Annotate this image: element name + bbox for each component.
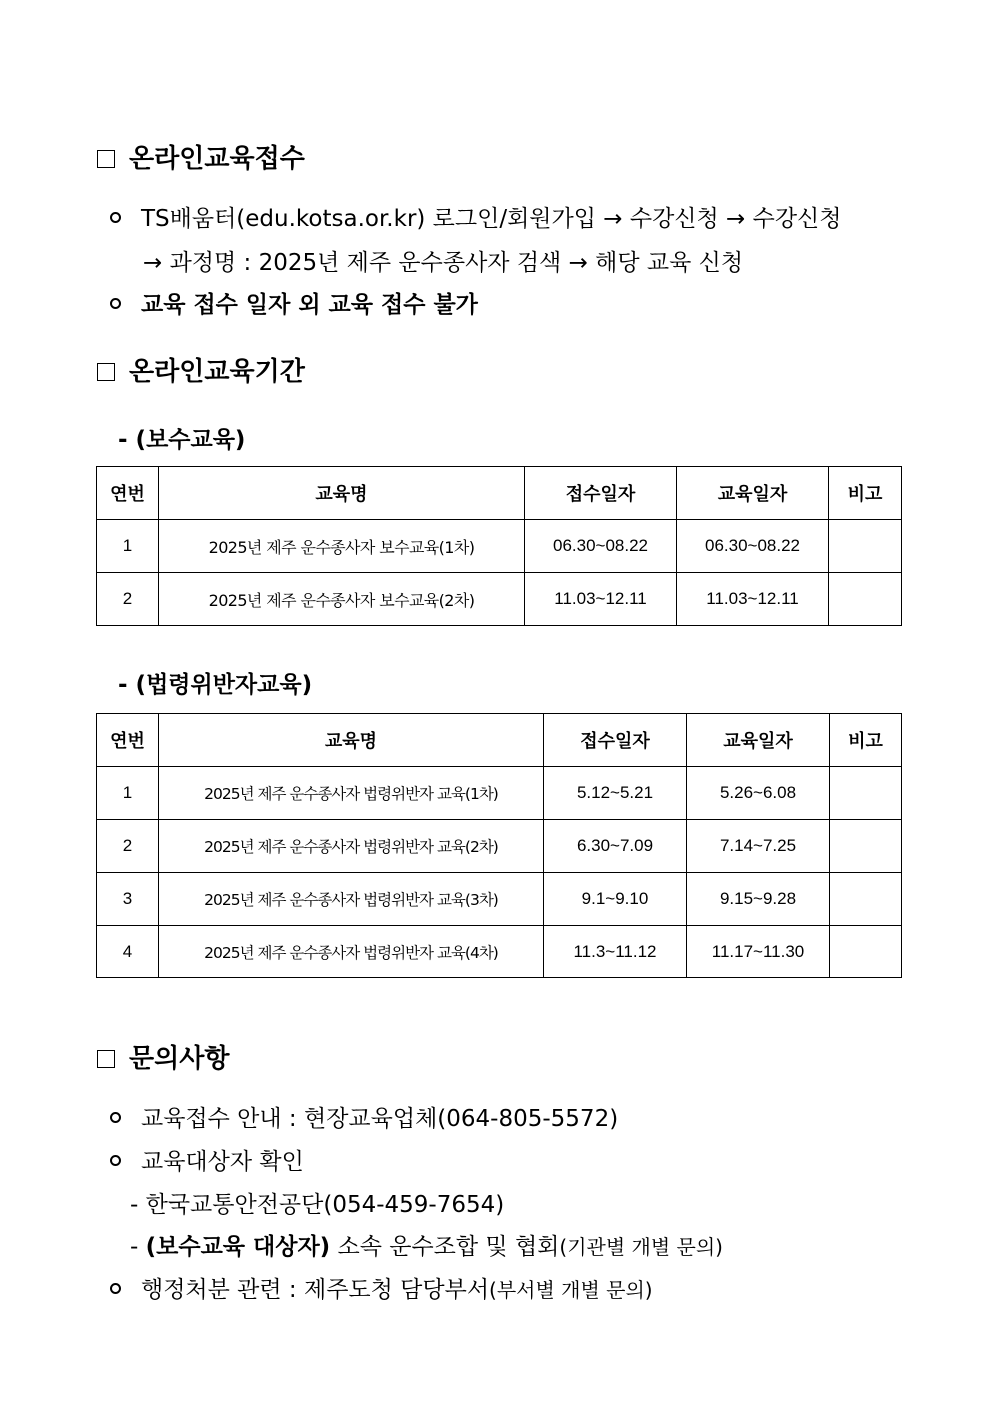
cell-name: 2025년 제주 운수종사자 보수교육(2차) bbox=[159, 573, 525, 626]
inquiry-registration: 교육접수 안내 : 현장교육업체(064-805-5572) bbox=[141, 1106, 619, 1132]
header-no: 연번 bbox=[97, 467, 159, 520]
section-heading-online-period bbox=[97, 351, 305, 388]
cell-education-date: 11.03~12.11 bbox=[677, 573, 829, 626]
header-education-date: 교육일자 bbox=[677, 467, 829, 520]
inquiry-administrative-note: (부서별 개별 문의) bbox=[489, 1278, 653, 1302]
cell-note bbox=[830, 873, 902, 926]
section-heading-inquiries bbox=[97, 1038, 229, 1075]
cell-name: 2025년 제주 운수종사자 법령위반자 교육(2차) bbox=[159, 820, 544, 873]
cell-no: 4 bbox=[97, 926, 159, 978]
cell-education-date: 9.15~9.28 bbox=[687, 873, 830, 926]
subsection-refresher-education: - (보수교육) bbox=[118, 427, 246, 453]
cell-registration-date: 11.03~12.11 bbox=[525, 573, 677, 626]
cell-registration-date: 6.30~7.09 bbox=[544, 820, 687, 873]
header-registration-date: 접수일자 bbox=[525, 467, 677, 520]
square-bullet-icon bbox=[97, 363, 115, 381]
header-education-date: 교육일자 bbox=[687, 714, 830, 767]
header-registration-date: 접수일자 bbox=[544, 714, 687, 767]
cell-note bbox=[830, 926, 902, 978]
table-row bbox=[97, 767, 902, 820]
cell-registration-date: 06.30~08.22 bbox=[525, 520, 677, 573]
header-note: 비고 bbox=[830, 714, 902, 767]
subsection-violator-education: - (법령위반자교육) bbox=[118, 672, 313, 698]
section-title: 온라인교육기간 bbox=[129, 357, 305, 387]
cell-education-date: 5.26~6.08 bbox=[687, 767, 830, 820]
circle-bullet-icon bbox=[110, 1155, 121, 1166]
registration-notice: 교육 접수 일자 외 교육 접수 불가 bbox=[141, 292, 478, 318]
table-row bbox=[97, 573, 902, 626]
header-no: 연번 bbox=[97, 714, 159, 767]
cell-no: 3 bbox=[97, 873, 159, 926]
violator-education-table bbox=[96, 713, 902, 978]
cell-education-date: 06.30~08.22 bbox=[677, 520, 829, 573]
header-note: 비고 bbox=[829, 467, 902, 520]
inquiry-kotsa: - 한국교통안전공단(054-459-7654) bbox=[130, 1192, 505, 1218]
inquiry-target-check: 교육대상자 확인 bbox=[141, 1149, 304, 1175]
refresher-education-table bbox=[96, 466, 902, 626]
circle-bullet-icon bbox=[110, 1283, 121, 1294]
cell-no: 2 bbox=[97, 573, 159, 626]
inquiry-association-line bbox=[130, 1228, 723, 1261]
header-name: 교육명 bbox=[159, 714, 544, 767]
cell-registration-date: 11.3~11.12 bbox=[544, 926, 687, 978]
cell-education-date: 7.14~7.25 bbox=[687, 820, 830, 873]
bullet-line bbox=[110, 1143, 304, 1176]
table-row bbox=[97, 873, 902, 926]
cell-name: 2025년 제주 운수종사자 법령위반자 교육(1차) bbox=[159, 767, 544, 820]
cell-name: 2025년 제주 운수종사자 보수교육(1차) bbox=[159, 520, 525, 573]
cell-note bbox=[830, 767, 902, 820]
inquiry-administrative: 행정처분 관련 : 제주도청 담당부서 bbox=[141, 1277, 490, 1303]
cell-name: 2025년 제주 운수종사자 법령위반자 교육(4차) bbox=[159, 926, 544, 978]
dash: - bbox=[130, 1234, 146, 1260]
bullet-line bbox=[110, 286, 478, 319]
cell-note bbox=[829, 520, 902, 573]
cell-no: 2 bbox=[97, 820, 159, 873]
table-row bbox=[97, 820, 902, 873]
cell-registration-date: 5.12~5.21 bbox=[544, 767, 687, 820]
header-name: 교육명 bbox=[159, 467, 525, 520]
table-row bbox=[97, 520, 902, 573]
cell-note bbox=[830, 820, 902, 873]
bullet-line-continued bbox=[143, 244, 743, 277]
section-title: 온라인교육접수 bbox=[129, 144, 305, 174]
circle-bullet-icon bbox=[110, 212, 121, 223]
section-heading-online-registration bbox=[97, 138, 305, 175]
bullet-line bbox=[110, 1271, 653, 1304]
registration-steps: TS배움터(edu.kotsa.or.kr) 로그인/회원가입 → 수강신청 → 수강신청 bbox=[141, 206, 842, 232]
circle-bullet-icon bbox=[110, 1112, 121, 1123]
section-title: 문의사항 bbox=[129, 1044, 230, 1074]
circle-bullet-icon bbox=[110, 298, 121, 309]
cell-name: 2025년 제주 운수종사자 법령위반자 교육(3차) bbox=[159, 873, 544, 926]
cell-no: 1 bbox=[97, 520, 159, 573]
inquiry-refresher-target: (보수교육 대상자) bbox=[145, 1234, 331, 1260]
bullet-line bbox=[110, 1100, 618, 1133]
bullet-line bbox=[110, 200, 842, 233]
square-bullet-icon bbox=[97, 1050, 115, 1068]
inquiry-association: 소속 운수조합 및 협회 bbox=[330, 1234, 560, 1260]
cell-education-date: 11.17~11.30 bbox=[687, 926, 830, 978]
square-bullet-icon bbox=[97, 150, 115, 168]
inquiry-association-note: (기관별 개별 문의) bbox=[559, 1235, 723, 1259]
table-header-row bbox=[97, 467, 902, 520]
table-row bbox=[97, 926, 902, 978]
registration-steps-continued: → 과정명 : 2025년 제주 운수종사자 검색 → 해당 교육 신청 bbox=[143, 250, 744, 276]
table-header-row bbox=[97, 714, 902, 767]
cell-note bbox=[829, 573, 902, 626]
cell-registration-date: 9.1~9.10 bbox=[544, 873, 687, 926]
cell-no: 1 bbox=[97, 767, 159, 820]
